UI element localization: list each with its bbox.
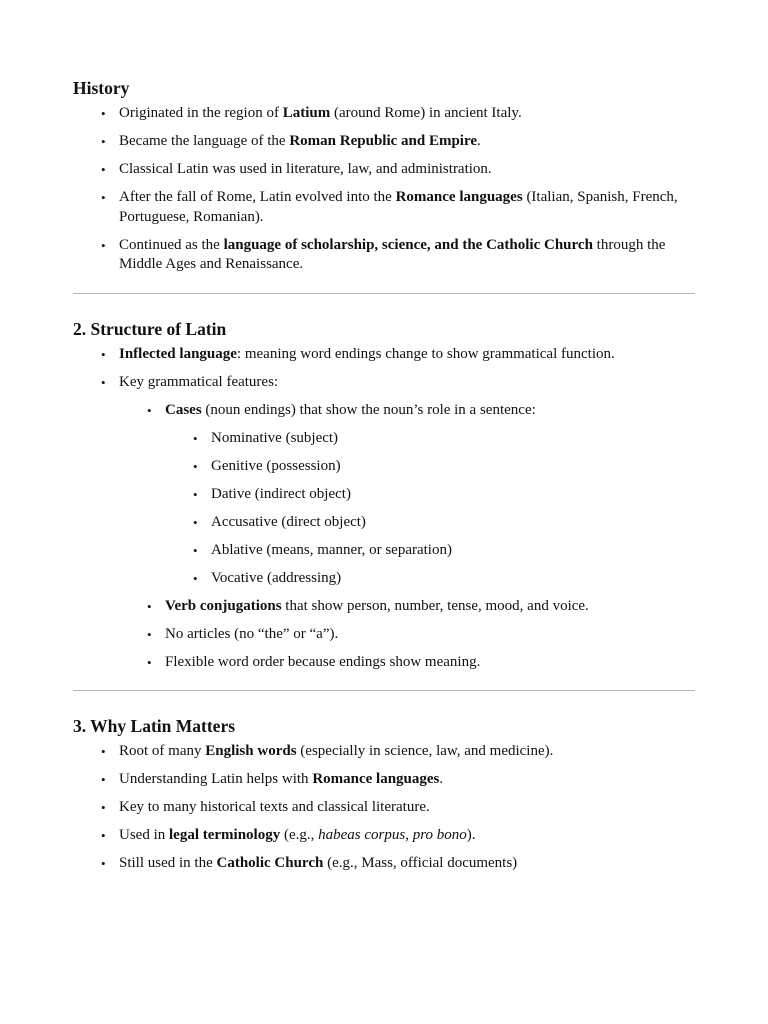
list-item: • Ablative (means, manner, or separation) <box>211 541 695 561</box>
why-latin-section <box>73 716 695 874</box>
list-item: • Understanding Latin helps with Romance languages. <box>119 770 695 790</box>
history-section <box>73 78 695 275</box>
list-item: • Genitive (possession) <box>211 457 695 477</box>
list-item: • Verb conjugations that show person, number, tense, mood, and voice. <box>165 597 695 617</box>
history-list <box>73 104 695 275</box>
why-heading: 3. Why Latin Matters <box>73 716 236 736</box>
list-item: • Still used in the Catholic Church (e.g., Mass, official documents) <box>119 854 695 874</box>
list-item: • Continued as the language of scholarship, science, and the Catholic Church through the Middle Ages and Renaissance. <box>119 236 695 275</box>
why-list <box>73 742 695 874</box>
cases-list <box>165 429 695 589</box>
structure-section <box>73 319 695 673</box>
list-item: • Used in legal terminology (e.g., habeas corpus, pro bono). <box>119 826 695 846</box>
list-item: • No articles (no “the” or “a”). <box>165 625 695 645</box>
list-item: • Dative (indirect object) <box>211 485 695 505</box>
list-item: • Nominative (subject) <box>211 429 695 449</box>
structure-heading: 2. Structure of Latin <box>73 318 227 339</box>
list-item: • Flexible word order because endings show meaning. <box>165 653 695 673</box>
features-label: Key grammatical features: <box>119 373 279 390</box>
list-item: • Accusative (direct object) <box>211 513 695 533</box>
list-item: • Root of many English words (especially in science, law, and medicine). <box>119 742 695 762</box>
list-item <box>119 373 695 673</box>
list-item: • Originated in the region of Latium (around Rome) in ancient Italy. <box>119 104 695 124</box>
section-divider <box>73 690 695 691</box>
list-item: • Cases (noun endings) that show the noun’s role in a sentence: • Nominative (subject) • Genitive (possession) • Dative (indirect object) • Accusative (direct object) • Ablative (means, manner, or separation) • Vocative (addressing) <box>165 401 695 589</box>
list-item: • Inflected language: meaning word endings change to show grammatical function. <box>119 345 695 365</box>
history-heading: History <box>73 78 130 98</box>
structure-list <box>73 345 695 673</box>
list-item: • Classical Latin was used in literature, law, and administration. <box>119 160 695 180</box>
features-list <box>119 401 695 673</box>
list-item: • Key to many historical texts and classical literature. <box>119 798 695 818</box>
list-item: • Became the language of the Roman Republic and Empire. <box>119 132 695 152</box>
list-item: • Vocative (addressing) <box>211 569 695 589</box>
list-item: • After the fall of Rome, Latin evolved into the Romance languages (Italian, Spanish, French, Portuguese, Romanian). <box>119 188 695 227</box>
section-divider <box>73 293 695 294</box>
document-page <box>73 78 695 874</box>
